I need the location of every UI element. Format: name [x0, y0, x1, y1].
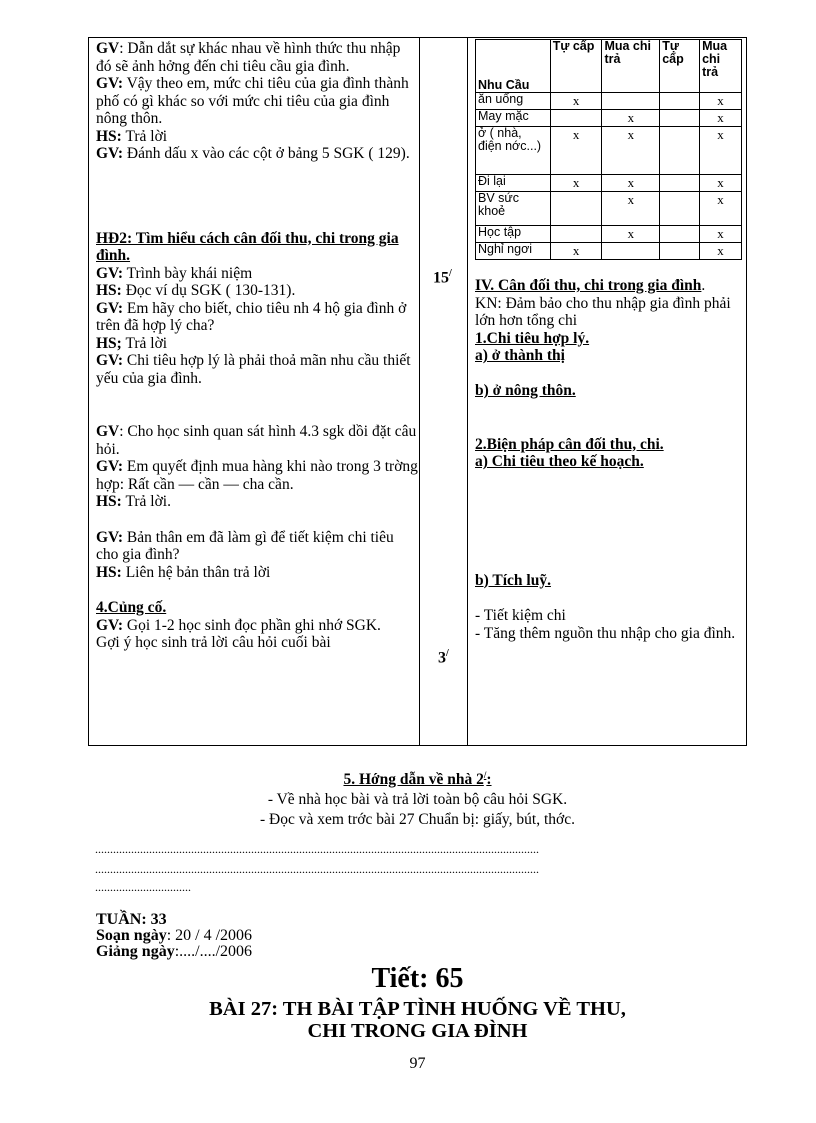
homework-title: 5. Hớng dẫn về nhà 2/:: [343, 770, 492, 789]
lesson-title-line-1: BÀI 27: TH BÀI TẬP TÌNH HUỐNG VỀ THU,: [209, 998, 626, 1020]
week-label: TUẦN: 33: [96, 911, 167, 928]
spending-table: [475, 39, 742, 260]
list-item: - Tăng thêm nguồn thu nhập cho gia đình.: [475, 624, 736, 642]
subsection-heading: b) Tích luỹ.: [475, 571, 551, 589]
consolidation-heading: 4.Củng cố.: [96, 599, 167, 616]
header-cell: Nhu Cầu: [476, 40, 551, 93]
table-header-row: [476, 40, 742, 93]
table-row: BV sức khoẻ x x: [476, 192, 742, 226]
list-item: - Tiết kiệm chi: [475, 607, 566, 624]
page-number: 97: [409, 1055, 426, 1072]
paragraph: GV: Chi tiêu hợp lý là phải thoả mãn nhu cầu thiết yếu của gia đình.: [96, 352, 411, 387]
teach-date: Giảng ngày:..../..../2006: [96, 943, 253, 960]
table-row: ở ( nhà, điện nớc...) x x x: [476, 127, 742, 175]
header-cell: Mua chi trả: [602, 40, 660, 93]
paragraph: GV: Dẫn dắt sự khác nhau về hình thức thu nhập đó sẽ ảnh hởng đến chi tiêu cầu gia đình.: [96, 40, 401, 75]
table-row: Nghỉ ngơi x x: [476, 243, 742, 260]
subsection-heading: 1.Chi tiêu hợp lý.: [475, 329, 590, 347]
dotted-line: ................................: [95, 880, 191, 894]
subsection-heading: a) Chi tiêu theo kế hoạch.: [475, 453, 644, 470]
header-cell: Tự cấp: [550, 40, 602, 93]
content-column: [475, 277, 743, 642]
table-row: Học tập x x: [476, 226, 742, 243]
lesson-number: Tiết: 65: [371, 963, 464, 994]
time-label-2: 3/: [438, 648, 449, 667]
table-row: ăn uống x x: [476, 93, 742, 110]
subsection-heading: 2.Biện pháp cân đối thu, chi.: [475, 435, 664, 453]
paragraph: GV: Đánh dấu x vào các cột ở bảng 5 SGK ( 129).: [96, 145, 410, 162]
activities-column: [96, 40, 418, 744]
subsection-heading: b) ở nông thôn.: [475, 382, 576, 399]
dotted-line: ....................................................................................................................................................: [95, 842, 539, 856]
homework-section: [88, 765, 747, 830]
paragraph: HS: Trả lời: [96, 127, 168, 145]
table-row: May mặc x x: [476, 110, 742, 127]
activity-2-heading: HĐ2: Tìm hiểu cách cân đối thu, chi trong gia đình.: [96, 229, 399, 264]
header-cell: Mua chi trả: [700, 40, 742, 93]
dotted-line: ....................................................................................................................................................: [95, 862, 539, 876]
time-label-1: 15/: [433, 268, 452, 287]
next-lesson-header: [96, 912, 252, 960]
paragraph: GV: Cho học sinh quan sát hình 4.3 sgk dồi đặt câu hỏi.: [96, 423, 417, 458]
subsection-heading: a) ở thành thị: [475, 347, 565, 364]
paragraph: HS: Đọc ví dụ SGK ( 130-131).: [96, 282, 296, 299]
paragraph: HS; Trả lời: [96, 334, 168, 352]
paragraph: Gợi ý học sinh trả lời câu hỏi cuối bài: [96, 634, 331, 651]
lesson-title-line-2: CHI TRONG GIA ĐÌNH: [307, 1020, 528, 1042]
section-iv-heading: IV. Cân đối thu, chi trong gia đình.: [475, 277, 706, 294]
paragraph: GV: Vậy theo em, mức chi tiêu của gia đình thành phố có gì khác so với mức chi tiêu của gia đình nông thôn.: [96, 75, 409, 127]
prepare-date: Soạn ngày: 20 / 4 /2006: [96, 927, 253, 944]
paragraph: GV: Em hãy cho biết, chio tiêu nh 4 hộ gia đình ở trên đã hợp lý cha?: [96, 299, 407, 334]
column-divider-2: [467, 37, 468, 746]
paragraph: GV: Trình bày khái niệm: [96, 264, 253, 282]
paragraph: GV: Gọi 1-2 học sinh đọc phần ghi nhớ SGK.: [96, 616, 381, 634]
table-row: Đi lại x x x: [476, 175, 742, 192]
homework-item: - Về nhà học bài và trả lời toàn bộ câu hỏi SGK.: [267, 791, 568, 809]
paragraph: GV: Bản thân em đã làm gì để tiết kiệm chi tiêu cho gia đình?: [96, 528, 394, 563]
paragraph: GV: Em quyết định mua hàng khi nào trong 3 trờng hợp: Rất cần — cần — cha cần.: [96, 458, 418, 493]
header-cell: Tự cấp: [660, 40, 700, 93]
column-divider-1: [419, 37, 420, 746]
paragraph: HS: Trả lời.: [96, 493, 171, 510]
paragraph: HS: Liên hệ bản thân trả lời: [96, 563, 271, 581]
homework-item: - Đọc và xem trớc bài 27 Chuẩn bị: giấy, bút, thớc.: [260, 811, 575, 829]
definition: KN: Đảm bảo cho thu nhập gia đình phải lớn hơn tổng chi: [475, 294, 731, 329]
